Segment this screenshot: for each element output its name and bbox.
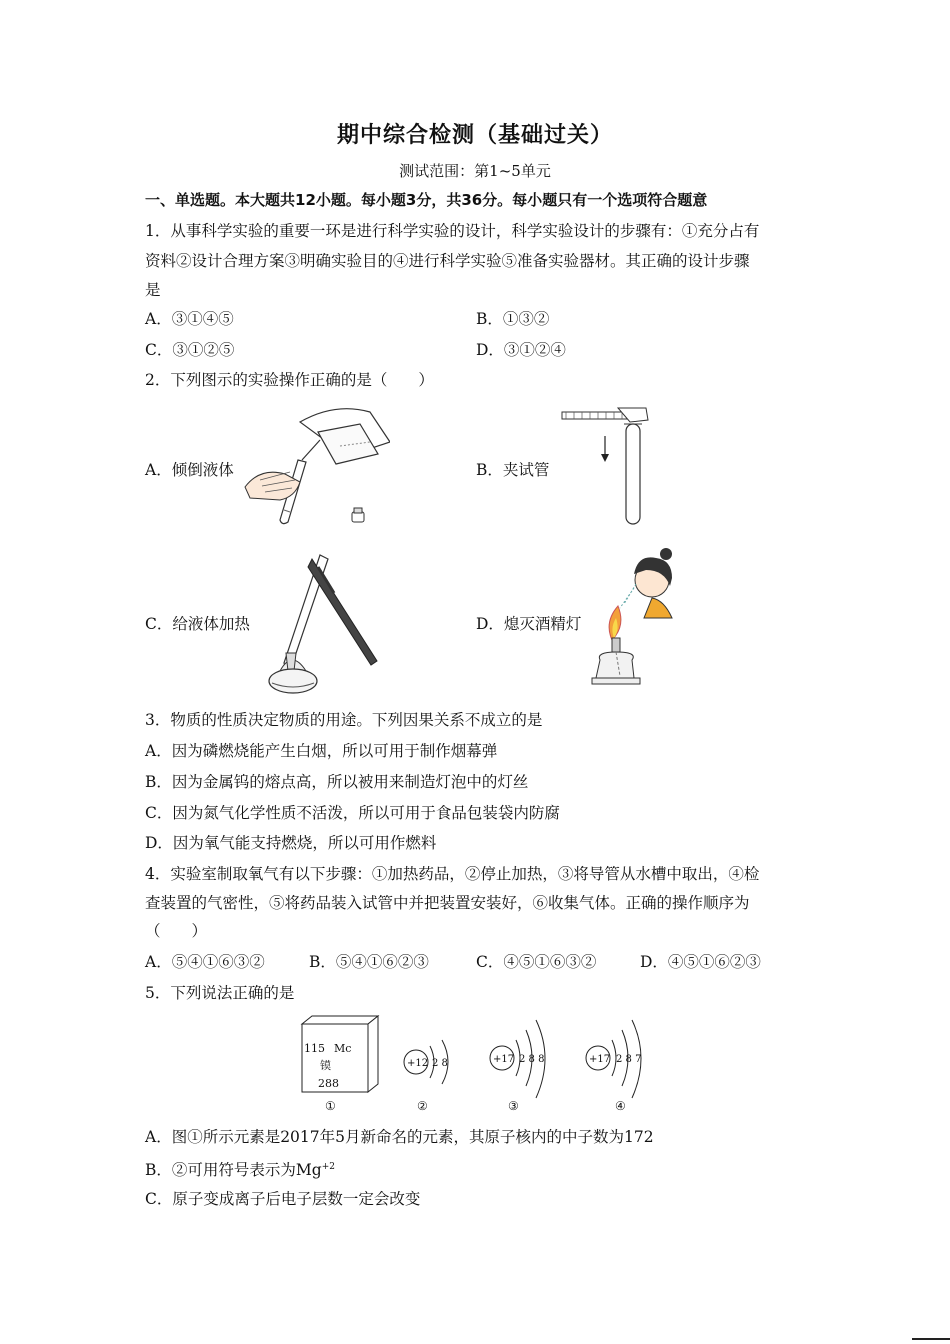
- atomic-structure-figure: [290, 1012, 660, 1120]
- figure-label-2: ②: [417, 1099, 428, 1113]
- q1-option-c: C．③①②⑤: [145, 341, 235, 359]
- extinguish-lamp-illustration: [586, 548, 686, 693]
- q1-option-d: D．③①②④: [476, 341, 566, 359]
- q1-stem-line1: 1．从事科学实验的重要一环是进行科学实验的设计，科学实验设计的步骤有：①充分占有: [145, 222, 760, 240]
- atom-diagram-mg: [404, 1040, 448, 1084]
- q5-stem: 5．下列说法正确的是: [145, 984, 295, 1002]
- q4-stem-line3: （ ）: [145, 922, 208, 940]
- q1-option-b: B．①③②: [476, 310, 550, 328]
- q3-option-b: B．因为金属钨的熔点高，所以被用来制造灯泡中的灯丝: [145, 773, 529, 791]
- atom4-shells: 2 8 7: [616, 1054, 642, 1065]
- q2-option-d: D．熄灭酒精灯: [476, 615, 582, 633]
- q4-option-c: C．④⑤①⑥③②: [476, 953, 597, 971]
- heating-liquid-illustration: [262, 553, 387, 695]
- q5-option-a: A．图①所示元素是2017年5月新命名的元素，其原子核内的中子数为172: [145, 1128, 654, 1146]
- atom4-nucleus: +17: [589, 1054, 611, 1065]
- atom-diagram-cl-ion: [490, 1020, 545, 1098]
- figure-label-4: ④: [615, 1099, 626, 1113]
- q4-option-a: A．⑤④①⑥③②: [145, 953, 265, 971]
- q5-option-b: [145, 1157, 335, 1180]
- q5-option-b-charge: +2: [321, 1162, 335, 1172]
- pouring-liquid-illustration: [240, 402, 390, 530]
- element-mass: 288: [318, 1077, 339, 1090]
- page-title: 期中综合检测（基础过关）: [336, 123, 613, 148]
- q5-option-b-text: B．②可用符号表示为Mg: [145, 1161, 322, 1180]
- element-number: 115: [304, 1042, 325, 1055]
- q2-stem: 2．下列图示的实验操作正确的是（ ）: [145, 371, 434, 389]
- element-card-mc: [302, 1016, 378, 1092]
- q4-stem-line1: 4．实验室制取氧气有以下步骤：①加热药品，②停止加热，③将导管从水槽中取出，④检: [145, 865, 760, 883]
- q3-option-a: A．因为磷燃烧能产生白烟，所以可用于制作烟幕弹: [145, 742, 498, 760]
- q3-option-d: D．因为氧气能支持燃烧，所以可用作燃料: [145, 834, 437, 852]
- element-name: 镆: [320, 1059, 331, 1072]
- q4-option-b: B．⑤④①⑥②③: [309, 953, 429, 971]
- atom-diagram-cl: [586, 1020, 641, 1098]
- q1-stem-line3: 是: [145, 281, 161, 299]
- section-heading: 一、单选题。本大题共12小题。每小题3分，共36分。每小题只有一个选项符合题意: [145, 191, 708, 209]
- figure-label-3: ③: [508, 1099, 519, 1113]
- q4-stem-line2: 查装置的气密性，⑤将药品装入试管中并把装置安装好，⑥收集气体。正确的操作顺序为: [145, 894, 750, 912]
- page-edge-mark: [912, 1338, 950, 1340]
- q2-option-a: A．倾倒液体: [145, 461, 234, 479]
- q3-option-c: C．因为氮气化学性质不活泼，所以可用于食品包装袋内防腐: [145, 804, 560, 822]
- test-scope: 测试范围：第1~5单元: [399, 162, 551, 180]
- figure-label-1: ①: [325, 1099, 336, 1113]
- atom2-nucleus: +12: [407, 1058, 429, 1069]
- atom3-nucleus: +17: [493, 1054, 515, 1065]
- q2-option-c: C．给液体加热: [145, 615, 250, 633]
- q4-option-d: D．④⑤①⑥②③: [640, 953, 761, 971]
- q5-option-c: C．原子变成离子后电子层数一定会改变: [145, 1190, 421, 1208]
- atom2-shells: 2 8: [432, 1058, 448, 1069]
- element-symbol: Mc: [334, 1042, 352, 1055]
- q3-stem: 3．物质的性质决定物质的用途。下列因果关系不成立的是: [145, 711, 543, 729]
- q2-option-b: B．夹试管: [476, 461, 550, 479]
- q1-stem-line2: 资料②设计合理方案③明确实验目的④进行科学实验⑤准备实验器材。其正确的设计步骤: [145, 252, 750, 270]
- test-tube-holder-illustration: [560, 406, 660, 531]
- q1-option-a: A．③①④⑤: [145, 310, 234, 328]
- atom3-shells: 2 8 8: [519, 1054, 545, 1065]
